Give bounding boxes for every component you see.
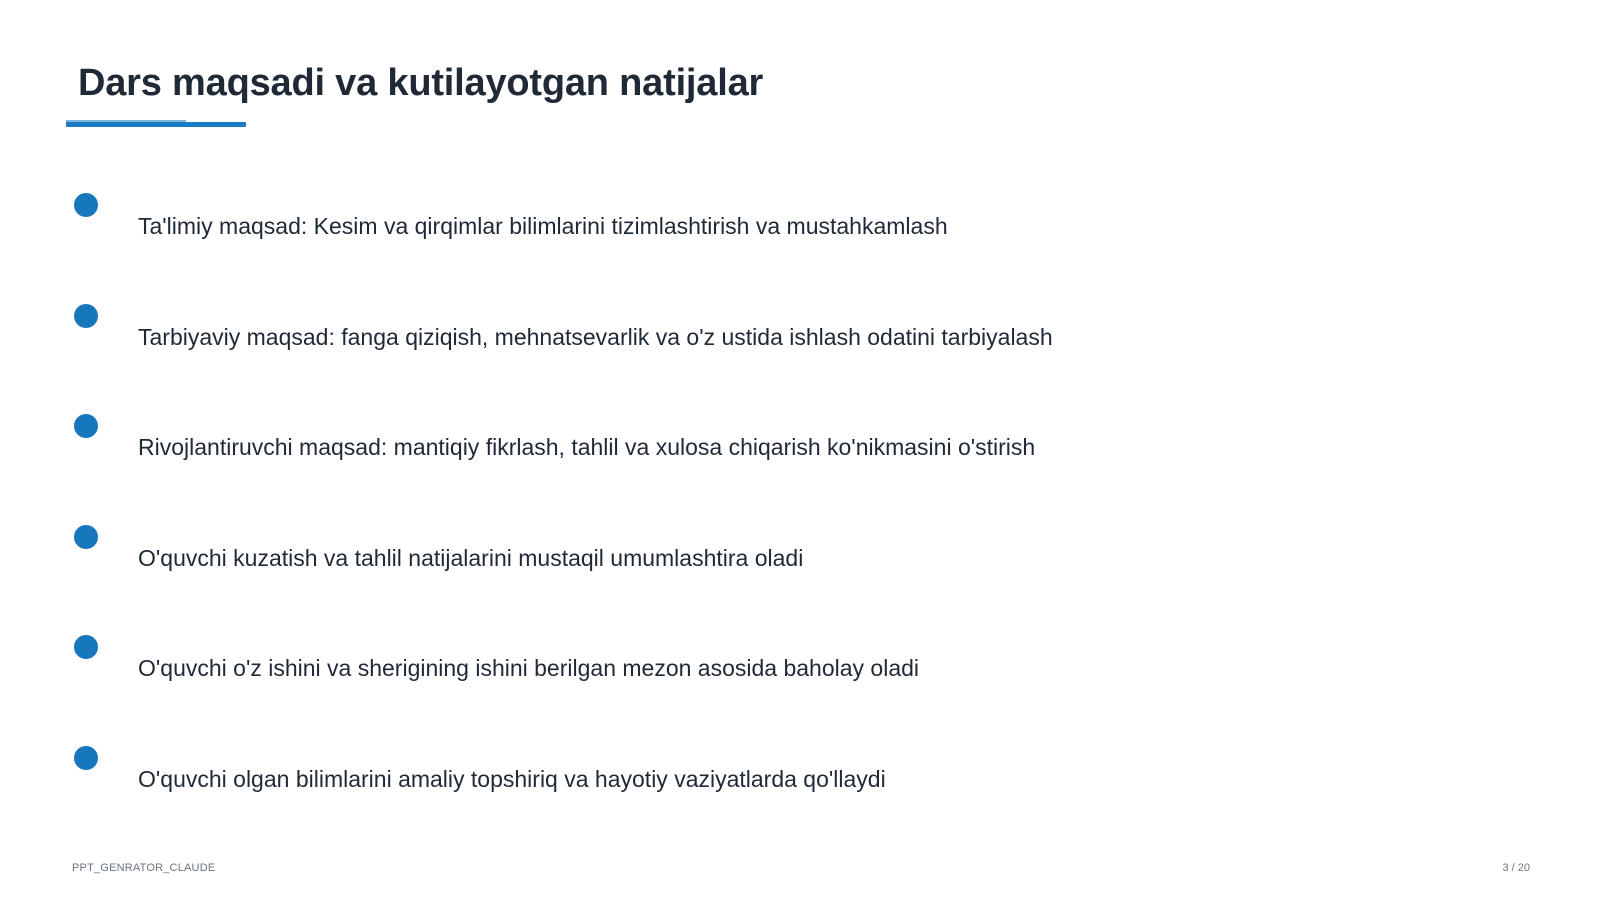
- list-item: [0, 635, 1600, 715]
- bullet-text: O'quvchi kuzatish va tahlil natijalarini mustaqil umumlashtira oladi: [138, 545, 804, 571]
- bullet-dot-icon: [74, 193, 98, 217]
- slide-title: Dars maqsadi va kutilayotgan natijalar: [78, 62, 764, 104]
- bullet-text: Rivojlantiruvchi maqsad: mantiqiy fikrlash, tahlil va xulosa chiqarish ko'nikmasini o'stirish: [138, 434, 1036, 460]
- bullet-dot-icon: [74, 635, 98, 659]
- list-item: [0, 414, 1600, 494]
- bullet-text: O'quvchi olgan bilimlarini amaliy topshiriq va hayotiy vaziyatlarda qo'llaydi: [138, 766, 886, 792]
- bullet-dot-icon: [74, 414, 98, 438]
- list-item: [0, 304, 1600, 384]
- footer-source-label: PPT_GENRATOR_CLAUDE: [72, 862, 216, 874]
- list-item: [0, 525, 1600, 605]
- list-item: [0, 193, 1600, 273]
- bullet-dot-icon: [74, 746, 98, 770]
- bullet-text: Ta'limiy maqsad: Kesim va qirqimlar bilimlarini tizimlashtirish va mustahkamlash: [138, 213, 948, 239]
- page-indicator: 3 / 20: [1502, 862, 1530, 874]
- bullet-dot-icon: [74, 525, 98, 549]
- bullet-text: Tarbiyaviy maqsad: fanga qiziqish, mehnatsevarlik va o'z ustida ishlash odatini tarbiyalash: [138, 324, 1053, 350]
- bullet-text: O'quvchi o'z ishini va sherigining ishini berilgan mezon asosida baholay oladi: [138, 655, 920, 681]
- list-item: [0, 746, 1600, 826]
- bullet-dot-icon: [74, 304, 98, 328]
